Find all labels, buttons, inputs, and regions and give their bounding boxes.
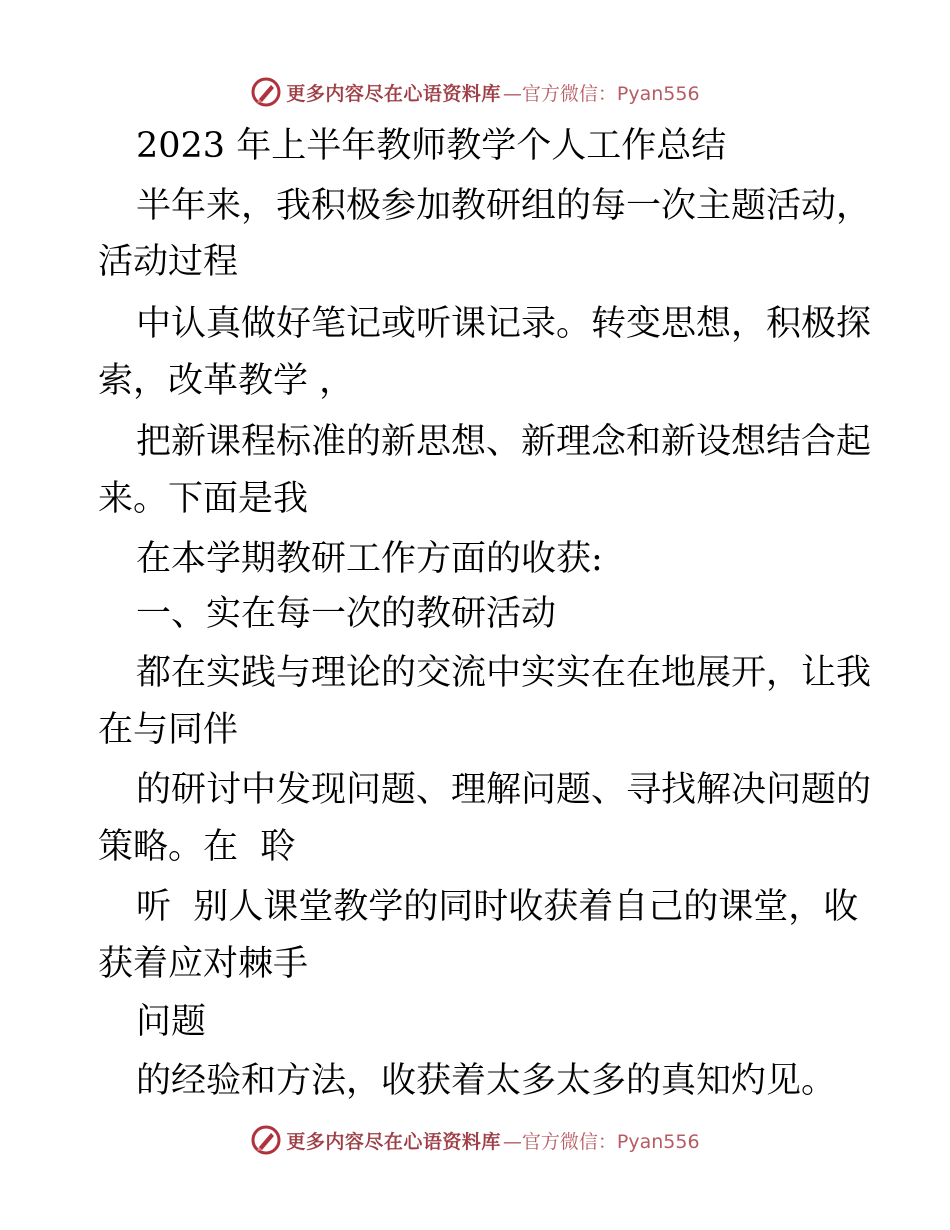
text-line: 都在实践与理论的交流中实实在在地展开，让我: [136, 653, 872, 693]
text-line: 来。下面是我: [98, 479, 309, 519]
watermark-lead-text: 更多内容尽在心语资料库: [286, 82, 501, 105]
section-heading: 一、实在每一次的教研活动: [136, 594, 557, 634]
text-line: 半年来，我积极参加教研组的每一次主题活动，: [136, 186, 872, 226]
text-line: 的研讨中发现问题、理解问题、寻找解决问题的: [136, 770, 872, 810]
watermark-lead-text: 更多内容尽在心语资料库: [286, 1130, 501, 1153]
pen-logo-icon: [250, 76, 282, 108]
text-line: 问题: [136, 1002, 207, 1042]
watermark-header: [0, 72, 950, 112]
document-title: 2023 年上半年教师教学个人工作总结: [136, 126, 727, 166]
text-line: 的经验和方法，收获着太多太多的真知灼见。: [136, 1061, 837, 1101]
text-line: 中认真做好笔记或听课记录。转变思想，积极探: [136, 304, 872, 344]
watermark-contact-text: —官方微信：Pyan556: [502, 1130, 700, 1153]
text-line: 在本学期教研工作方面的收获:: [136, 539, 603, 579]
pen-logo-icon: [250, 1124, 282, 1156]
text-line: 把新课程标准的新思想、新理念和新设想结合起: [136, 422, 872, 462]
text-line: 策略。在 聆: [98, 827, 296, 867]
text-line: 活动过程: [98, 242, 239, 282]
watermark-contact-text: —官方微信：Pyan556: [502, 82, 700, 105]
text-line: 索，改革教学 ，: [98, 361, 355, 401]
text-line: 听 别人课堂教学的同时收获着自己的课堂，收: [136, 887, 859, 927]
text-line: 获着应对棘手: [98, 944, 309, 984]
watermark-footer: [0, 1120, 950, 1160]
text-line: 在与同伴: [98, 710, 239, 750]
